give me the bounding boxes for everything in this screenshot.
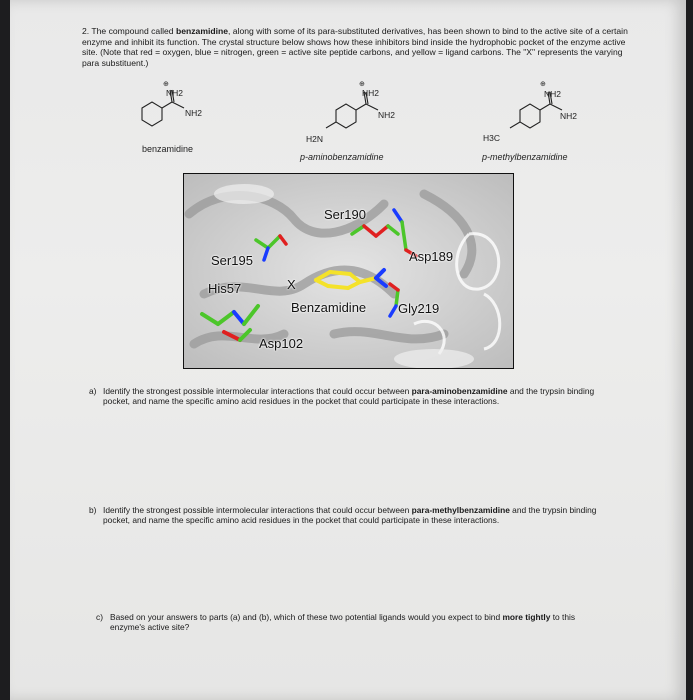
label-ser195: Ser195 <box>211 253 253 268</box>
part-c-text-1: Based on your answers to parts (a) and (b), which of these two potential ligands would you expect to bind <box>110 612 503 622</box>
benzamidine-charge: ⊕ <box>163 81 169 88</box>
label-x-substituent: X <box>287 277 296 292</box>
intro-text-2: , along with some of its para-substituted derivatives, has been shown to bind to the active site of a certain enzyme and inhibit its function. The crystal structure below shows how these inhibitors bind inside the hydrophobic pocket of the enzyme active site. (Note that red = oxygen, blue = nitrogen, green = active site peptide carbons, and yellow = ligand carbons. The "X" represents the varying para substituent.) <box>82 26 628 68</box>
part-c-bold: more tightly <box>502 612 551 622</box>
p-methylbenzamidine-structure <box>494 80 584 140</box>
p-aminobenzamidine-nh2-side: NH2 <box>378 110 396 120</box>
question-intro <box>82 26 642 68</box>
p-aminobenzamidine-name: p-aminobenzamidine <box>300 152 384 162</box>
part-a-bold: para-aminobenzamidine <box>411 386 508 396</box>
part-a-text-1: Identify the strongest possible intermolecular interactions that could occur between <box>103 386 412 396</box>
part-a-text-2: and the trypsin binding pocket, and name the specific amino acid residues in the pocket that could participate in these interactions. <box>103 386 595 407</box>
part-c <box>96 612 600 633</box>
p-methylbenzamidine-charge: ⊕ <box>540 81 546 88</box>
p-methylbenzamidine-substituent: H3C <box>483 133 501 143</box>
crystal-structure-figure <box>183 173 514 369</box>
label-his57: His57 <box>208 281 242 296</box>
label-benzamidine: Benzamidine <box>291 300 367 315</box>
p-methylbenzamidine-nh2-side: NH2 <box>560 111 578 121</box>
question-number: 2. <box>82 26 90 36</box>
label-asp189: Asp189 <box>409 249 454 264</box>
intro-text-1: The compound called <box>91 26 176 36</box>
label-asp102: Asp102 <box>259 336 304 351</box>
intro-bold: benzamidine <box>175 26 229 36</box>
part-b-bold: para-methylbenzamidine <box>411 505 510 515</box>
part-b <box>89 505 623 526</box>
part-b-text-2: and the trypsin binding pocket, and name the specific amino acid residues in the pocket that could participate in these interactions. <box>103 505 597 526</box>
p-aminobenzamidine-substituent: H2N <box>306 134 324 144</box>
p-aminobenzamidine-nh2-top: NH2 <box>362 88 380 98</box>
label-gly219: Gly219 <box>398 301 440 316</box>
label-ser190: Ser190 <box>324 207 366 222</box>
p-methylbenzamidine-name: p-methylbenzamidine <box>482 152 568 162</box>
part-c-letter: c) <box>96 612 103 622</box>
protein-ribbon-image <box>184 174 513 368</box>
part-b-letter: b) <box>89 505 97 515</box>
part-b-text-1: Identify the strongest possible intermolecular interactions that could occur between <box>103 505 412 515</box>
part-a <box>89 386 623 407</box>
p-aminobenzamidine-charge: ⊕ <box>359 81 365 88</box>
benzamidine-nh2-side: NH2 <box>185 108 203 118</box>
benzamidine-name: benzamidine <box>142 144 194 154</box>
benzamidine-nh2-top: NH2 <box>166 88 184 98</box>
p-methylbenzamidine-nh2-top: NH2 <box>544 89 562 99</box>
part-c-text-2: to this enzyme's active site? <box>110 612 576 633</box>
part-a-letter: a) <box>89 386 97 396</box>
